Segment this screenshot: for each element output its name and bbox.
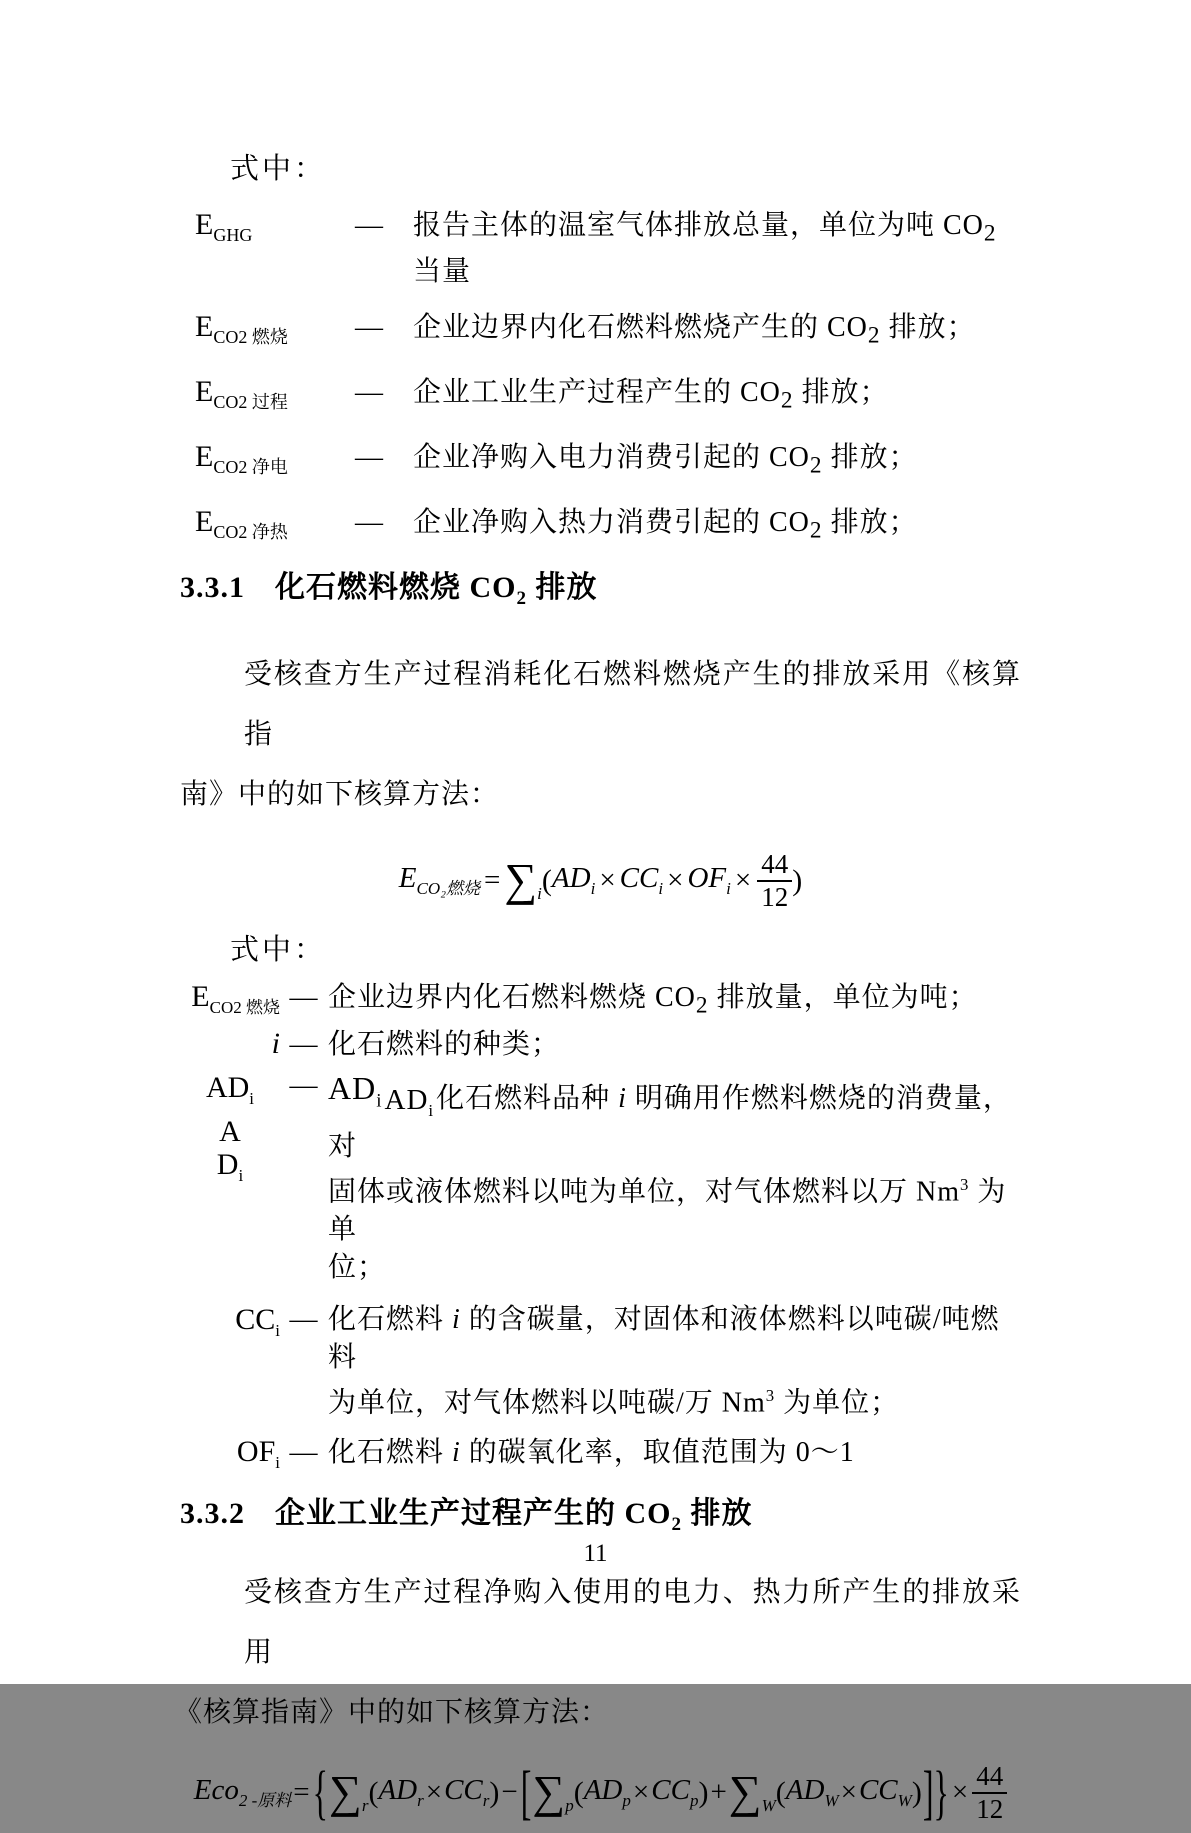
- variable-token: [584, 1774, 631, 1811]
- text-run: 企业净购入热力消费引起的 CO: [413, 506, 810, 538]
- symbol-row-cci: [180, 1301, 1021, 1422]
- variable-token: [859, 1774, 912, 1811]
- text-run: 化石燃料: [328, 1304, 453, 1336]
- symbol-description: [328, 980, 1021, 1024]
- symbol-term: [180, 503, 355, 551]
- symbol-term: [180, 206, 355, 254]
- subscript-text: i: [590, 878, 596, 898]
- subscript-text: i: [238, 1165, 244, 1185]
- sum-token: [532, 1766, 574, 1818]
- paragraph-line: 受核查方生产过程消耗化石燃料燃烧产生的排放采用《核算指: [244, 658, 1021, 750]
- brace-token: [: [520, 1757, 532, 1826]
- operator-token: ×: [599, 864, 616, 897]
- paragraph-line: 《核算指南》中的如下核算方法：: [174, 1696, 610, 1728]
- text-run: E: [191, 979, 210, 1013]
- variable-name: CC: [619, 862, 659, 895]
- variable-token: [620, 862, 663, 899]
- text-run: OF: [236, 1434, 276, 1468]
- symbol-term-fragment: [180, 1115, 280, 1148]
- subscript-text: i: [275, 1452, 280, 1472]
- text-run: E: [195, 439, 214, 473]
- sum-token: [728, 1766, 776, 1818]
- text-run: E: [195, 374, 214, 408]
- text-run: 排放；: [822, 441, 918, 473]
- variable-name: AD: [583, 1774, 623, 1807]
- dash-separator: —: [289, 1028, 319, 1060]
- operator-token: ×: [632, 1776, 650, 1809]
- formula-industrial-process: [160, 1753, 1041, 1833]
- text-run: 化石燃料的种类；: [328, 1028, 561, 1060]
- subscript-text: p: [622, 1791, 631, 1811]
- subscript-text: i: [658, 878, 664, 898]
- description-line: [328, 1301, 1021, 1377]
- symbol-row-eco2-process: [180, 373, 1021, 421]
- subscript-text: CO2 燃烧: [209, 997, 280, 1017]
- symbol-term-fragment: [180, 1148, 280, 1192]
- operator-token: ×: [425, 1776, 443, 1809]
- subscript-text: W: [761, 1796, 776, 1816]
- subscript-text: r: [361, 1796, 369, 1816]
- symbol-term: [180, 438, 355, 486]
- paren-token: ): [489, 1775, 500, 1809]
- symbol-description: [413, 207, 1021, 291]
- text-run: i: [618, 1082, 627, 1114]
- page-number: 11: [583, 1540, 608, 1567]
- text-run: AD: [384, 1083, 429, 1116]
- dash-separator: —: [289, 1304, 319, 1336]
- variable-name: CC: [444, 1774, 483, 1807]
- sigma-symbol: ∑: [728, 1766, 762, 1818]
- subscript-text: 2: [516, 587, 527, 609]
- text-run: E: [195, 504, 214, 538]
- dash-separator: —: [355, 441, 383, 473]
- variable-name: OF: [687, 862, 727, 895]
- symbol-row-fuel-type-i: [180, 1026, 1021, 1063]
- section-title: [275, 570, 598, 609]
- text-run: 排放量，单位为吨；: [708, 981, 978, 1013]
- operator-token: ×: [840, 1776, 857, 1809]
- paragraph-332: [174, 1563, 1021, 1743]
- variable-token: [552, 862, 595, 899]
- text-run: 排放: [527, 570, 598, 604]
- subscript-text: CO₂燃烧: [416, 878, 481, 898]
- sigma-symbol: ∑: [329, 1766, 362, 1818]
- symbol-row-ofi: [180, 1433, 1021, 1482]
- variable-token: [399, 862, 480, 899]
- sigma-symbol: ∑: [532, 1766, 566, 1818]
- fraction-token: $\frac{44}{12}$: [757, 849, 792, 913]
- variable-name: E: [398, 862, 417, 895]
- text-run: i: [452, 1436, 461, 1468]
- variable-name: AD: [785, 1774, 825, 1807]
- symbol-description: [413, 439, 1021, 485]
- operator-token: −: [501, 1776, 518, 1809]
- variable-token: [786, 1774, 839, 1811]
- text-run: D: [216, 1147, 239, 1181]
- symbol-row-eco2-combustion-def: [180, 979, 1021, 1026]
- operator-token: =: [484, 864, 501, 897]
- paragraph-line: 受核查方生产过程净购入使用的电力、热力所产生的排放采用: [244, 1576, 1021, 1668]
- symbol-row-eghg: [180, 206, 1021, 291]
- subscript-text: 2: [983, 220, 997, 247]
- paragraph-331: [180, 645, 1021, 825]
- variable-token: [651, 1774, 698, 1811]
- adi-description-line: [328, 1249, 1021, 1287]
- dash-separator: —: [289, 1069, 319, 1101]
- sum-token: [329, 1766, 369, 1818]
- text-run: i: [271, 1026, 280, 1060]
- text-run: 为单位，对气体燃料以吨碳/万 Nm: [328, 1387, 766, 1419]
- variable-name: CC: [651, 1774, 690, 1807]
- subscript-text: i: [537, 884, 542, 904]
- operator-token: ×: [667, 864, 684, 897]
- text-run: 明确用作燃料燃烧的消费量，对: [328, 1082, 1012, 1162]
- sigma-symbol: ∑: [504, 854, 538, 906]
- symbol-term: [180, 1301, 280, 1350]
- variable-token: [444, 1774, 489, 1811]
- adi-description-line: [328, 1166, 1021, 1249]
- section-number: 3.3.1: [180, 570, 245, 604]
- subscript-text: 2 -原料: [238, 1791, 292, 1811]
- adi-formula-fragment: [328, 1069, 383, 1111]
- variable-name: Eco: [193, 1774, 239, 1807]
- variable-name: CC: [858, 1774, 898, 1807]
- text-run: 排放: [682, 1496, 753, 1530]
- section-heading-332: [180, 1494, 1021, 1545]
- text-run: 位；: [328, 1252, 387, 1284]
- text-run: CC: [235, 1303, 276, 1337]
- operator-token: ×: [734, 864, 752, 897]
- subscript-text: r: [482, 1791, 490, 1811]
- symbol-description: [328, 1434, 1021, 1472]
- dash-separator: —: [289, 981, 319, 1013]
- symbol-term: [180, 1433, 280, 1482]
- subscript-text: GHG: [213, 225, 253, 245]
- text-run: 的含碳量，对固体和液体燃料以吨碳/吨燃料: [328, 1304, 1000, 1374]
- subscript-text: p: [565, 1796, 574, 1816]
- subscript-text: 2: [671, 1513, 682, 1535]
- subscript-text: i: [275, 1321, 280, 1341]
- subscript-text: CO2 燃烧: [213, 326, 288, 347]
- adi-inline-term: [384, 1083, 435, 1120]
- text-run: 当量: [413, 255, 472, 287]
- operator-token: =: [293, 1776, 310, 1809]
- subscript-text: CO2 过程: [213, 391, 288, 412]
- subscript-text: W: [897, 1791, 912, 1811]
- text-run: 企业工业生产过程产生的 CO: [413, 376, 781, 408]
- formula-lead-2: 式中：: [230, 933, 327, 966]
- symbol-row-adi: [180, 1071, 1021, 1288]
- text-run: E: [195, 309, 214, 343]
- symbol-description: [413, 374, 1021, 420]
- subscript-text: i: [726, 878, 731, 898]
- paragraph-line: 南》中的如下核算方法：: [180, 778, 500, 810]
- paren-token: (: [541, 863, 552, 897]
- subscript-text: 2: [695, 992, 709, 1019]
- symbol-term-adi: [180, 1071, 280, 1288]
- symbol-list-total-emissions: [180, 206, 1021, 551]
- text-run: AD: [205, 1070, 250, 1104]
- text-run: A: [219, 1114, 241, 1148]
- sum-token: [504, 854, 542, 906]
- symbol-row-eco2-net-electricity: [180, 438, 1021, 486]
- paren-token: ): [911, 1775, 922, 1809]
- formula-fossil-fuel-combustion: [180, 841, 1021, 921]
- paren-token: ): [792, 863, 803, 897]
- symbol-term: [180, 308, 355, 356]
- symbol-term-fragment: [180, 1071, 280, 1115]
- brace-token: ]}: [922, 1757, 949, 1826]
- text-run: 化石燃料燃烧 CO: [275, 570, 517, 604]
- variable-token: [378, 1774, 423, 1811]
- subscript-text: r: [417, 1791, 424, 1811]
- description-line: [328, 1377, 1021, 1422]
- subscript-text: i: [249, 1088, 255, 1108]
- dash-separator: —: [355, 311, 383, 343]
- paren-token: (: [775, 1775, 786, 1809]
- text-run: 企业边界内化石燃料燃烧 CO: [328, 981, 696, 1013]
- variable-name: AD: [551, 862, 591, 895]
- text-run: E: [195, 208, 214, 241]
- adi-description-line: [328, 1069, 1021, 1166]
- text-run: 企业边界内化石燃料燃烧产生的 CO: [413, 311, 868, 343]
- symbol-description: [328, 1027, 1021, 1063]
- text-run: 为单: [328, 1176, 1007, 1246]
- text-run: 化石燃料: [328, 1436, 453, 1468]
- text-run: 化石燃料品种: [436, 1082, 619, 1114]
- dash-separator: —: [355, 210, 383, 241]
- symbol-description: [413, 504, 1021, 550]
- subscript-text: 2: [809, 517, 823, 544]
- paren-token: (: [573, 1775, 584, 1809]
- text-run: 企业工业生产过程产生的 CO: [275, 1496, 672, 1530]
- subscript-text: p: [689, 1791, 699, 1811]
- text-run: i: [452, 1304, 461, 1336]
- paren-token: ): [698, 1775, 709, 1809]
- superscript-text: 3: [765, 1386, 776, 1406]
- symbol-term: [180, 373, 355, 421]
- variable-name: AD: [378, 1774, 418, 1807]
- text-run: 报告主体的温室气体排放总量，单位为吨 CO: [413, 210, 984, 241]
- text-run: 的碳氧化率，取值范围为 0～1: [460, 1436, 855, 1468]
- section-number: 3.3.2: [180, 1496, 245, 1530]
- text-run: 为单位；: [775, 1387, 900, 1419]
- symbol-term: [180, 1026, 280, 1062]
- subscript-text: 2: [780, 387, 794, 414]
- symbol-description: [328, 1301, 1021, 1422]
- section-heading-331: [180, 568, 1021, 619]
- text-run: AD: [328, 1069, 377, 1106]
- subscript-text: i: [376, 1089, 383, 1111]
- subscript-text: CO2 净电: [213, 456, 288, 477]
- text-run: 排放；: [793, 376, 889, 408]
- symbol-description-adi: [328, 1071, 1021, 1288]
- variable-token: [687, 862, 730, 899]
- text-run: 排放；: [822, 506, 918, 538]
- fraction-token: $\frac{44}{12}$: [972, 1761, 1007, 1825]
- dash-separator: —: [289, 1436, 319, 1468]
- paren-token: (: [368, 1775, 379, 1809]
- subscript-text: i: [428, 1100, 435, 1120]
- operator-token: +: [710, 1776, 727, 1809]
- subscript-text: 2: [809, 452, 823, 479]
- section-title: [275, 1496, 753, 1535]
- dash-separator: —: [355, 506, 383, 538]
- symbol-list-combustion: [180, 979, 1021, 1482]
- subscript-text: 2: [867, 322, 881, 349]
- dash-separator: —: [355, 376, 383, 408]
- operator-token: ×: [951, 1776, 969, 1809]
- superscript-text: 3: [960, 1174, 970, 1194]
- symbol-row-eco2-combustion: [180, 308, 1021, 356]
- text-run: 排放；: [880, 311, 976, 343]
- brace-token: {: [312, 1757, 329, 1826]
- subscript-text: CO2 净热: [213, 521, 288, 542]
- variable-token: [194, 1774, 292, 1811]
- symbol-row-eco2-net-heat: [180, 503, 1021, 551]
- text-run: 企业净购入电力消费引起的 CO: [413, 441, 810, 473]
- text-run: 固体或液体燃料以吨为单位，对气体燃料以万 Nm: [328, 1176, 961, 1208]
- formula-lead-1: 式中：: [230, 153, 327, 185]
- symbol-description: [413, 309, 1021, 355]
- subscript-text: W: [824, 1791, 839, 1811]
- page-content: [174, 150, 1021, 1833]
- symbol-term: [180, 979, 280, 1026]
